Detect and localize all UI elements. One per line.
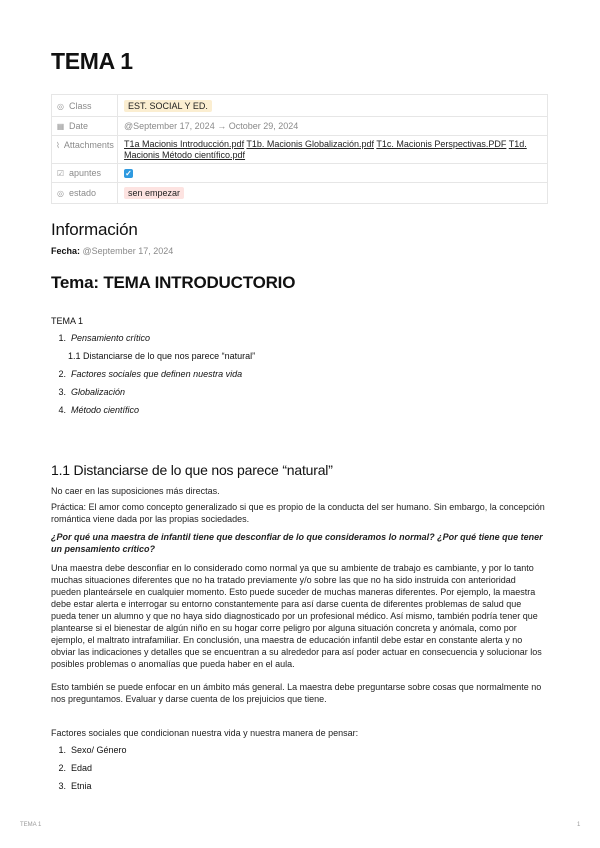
- paperclip-icon: ⌇: [56, 141, 60, 150]
- status-property-icon: ◎: [57, 189, 64, 198]
- attachment-link[interactable]: T1d. Macionis Método científico.pdf: [124, 139, 527, 160]
- property-row-attachments: [51, 136, 548, 164]
- attachment-link[interactable]: T1a Macionis Introducción.pdf: [124, 139, 245, 149]
- property-key-date: ▦ Date: [52, 117, 118, 135]
- property-row-class: [51, 95, 548, 117]
- page-number: 1: [577, 822, 581, 828]
- footer-title: TEMA 1: [20, 822, 42, 828]
- checkbox-property-icon: ☑: [56, 169, 65, 178]
- list-item: 1. Sexo/ Género: [58, 745, 127, 755]
- property-row-date: [51, 117, 548, 136]
- property-value-attachments: [118, 136, 547, 163]
- factores-list: [51, 745, 548, 799]
- fecha-label: Fecha:: [51, 246, 81, 256]
- select-property-icon: ◎: [57, 102, 64, 111]
- fecha-line: [51, 246, 173, 257]
- attachment-link[interactable]: T1c. Macionis Perspectivas.PDF: [376, 139, 507, 149]
- paragraph: No caer en las suposiciones más directas.: [51, 486, 220, 496]
- properties-table: [51, 94, 548, 204]
- factores-intro: Factores sociales que condicionan nuestra vida y nuestra manera de pensar:: [51, 728, 359, 738]
- attachment-link[interactable]: T1b. Macionis Globalización.pdf: [246, 139, 374, 149]
- page-title: TEMA 1: [51, 48, 133, 74]
- property-key-attachments: ⌇ Attachments: [52, 136, 118, 163]
- calendar-icon: ▦: [56, 122, 65, 131]
- apuntes-checkbox[interactable]: ✓: [125, 169, 132, 178]
- paragraph: Esto también se puede enfocar en un ámbito más general. La maestra debe preguntarse sobre cosas que normalmente no nos preguntamos. Evaluar y darse cuenta de los prejuicios que tiene.: [51, 682, 542, 704]
- list-item: 4. Método científico: [58, 405, 140, 415]
- list-item: 2. Factores sociales que definen nuestra vida: [58, 369, 243, 379]
- property-value-apuntes: [118, 164, 547, 182]
- list-item: 1. Pensamiento crítico: [58, 333, 151, 343]
- paragraph: Una maestra debe desconfiar en lo considerado como normal ya que su ambiente de trabajo es cambiante, y por lo tanto muchas situaciones diferentes que no ha tratado previamente y/o sobre las que no ha sido instruida con anterioridad pueden planteársele en cualquier momento. Esto puede suceder de muchas maneras diferentes. Por ejemplo, la maestra debe estar alerta e interrogar su entorno constantemente para así darse cuenta de diferentes problemas de salud que pueda tener un alumno y que no haya sido diagnosticado por un profesional médico. Así mismo, también podría tener que plantearse si el bienestar de algún niño en su hogar corre peligro por alguna situación concreta y anómala, como por ejemplo, el maltrato intrafamiliar. En conclusión, una maestra de educación infantil debe estar en constante alerta y no obviar las indicaciones y detalles que se encuentran a su alrededor para así poder actuar en consecuencia y solucionar los posibles problemas o anomalías que pueda haber en el aula.: [51, 563, 542, 669]
- property-value-estado[interactable]: [118, 183, 547, 203]
- property-row-apuntes: [51, 164, 548, 183]
- property-key-apuntes: ☑ apuntes: [52, 164, 118, 182]
- list-subitem: 1.1 Distanciarse de lo que nos parece “natural”: [68, 351, 256, 361]
- question: ¿Por qué una maestra de infantil tiene que desconfiar de lo que consideramos lo normal? ¿Por qué tiene que tener un pensamiento crítico?: [51, 532, 543, 554]
- info-heading: Información: [51, 220, 138, 239]
- property-value-class[interactable]: [118, 95, 547, 116]
- list-item: 2. Edad: [58, 763, 93, 773]
- property-key-class: ◎ Class: [52, 95, 118, 116]
- tema-list: [51, 333, 548, 423]
- property-row-estado: [51, 183, 548, 204]
- property-value-date[interactable]: @September 17, 2024 → October 29, 2024: [124, 121, 299, 131]
- list-item: 3. Globalización: [58, 387, 126, 397]
- tema-label: TEMA 1: [51, 316, 84, 326]
- fecha-value: @September 17, 2024: [82, 246, 174, 256]
- property-key-estado: ◎ estado: [52, 183, 118, 203]
- paragraph: Práctica: El amor como concepto generalizado si que es propio de la conducta del ser humano. Sin embargo, la concepción romántica viene dada por las propias sociedades.: [51, 502, 545, 524]
- class-tag[interactable]: EST. SOCIAL Y ED.: [124, 100, 212, 112]
- tema-heading: Tema: TEMA INTRODUCTORIO: [51, 273, 296, 292]
- list-item: 3. Etnia: [58, 781, 92, 791]
- status-badge[interactable]: sen empezar: [124, 187, 184, 199]
- section-heading: 1.1 Distanciarse de lo que nos parece “natural”: [51, 462, 333, 478]
